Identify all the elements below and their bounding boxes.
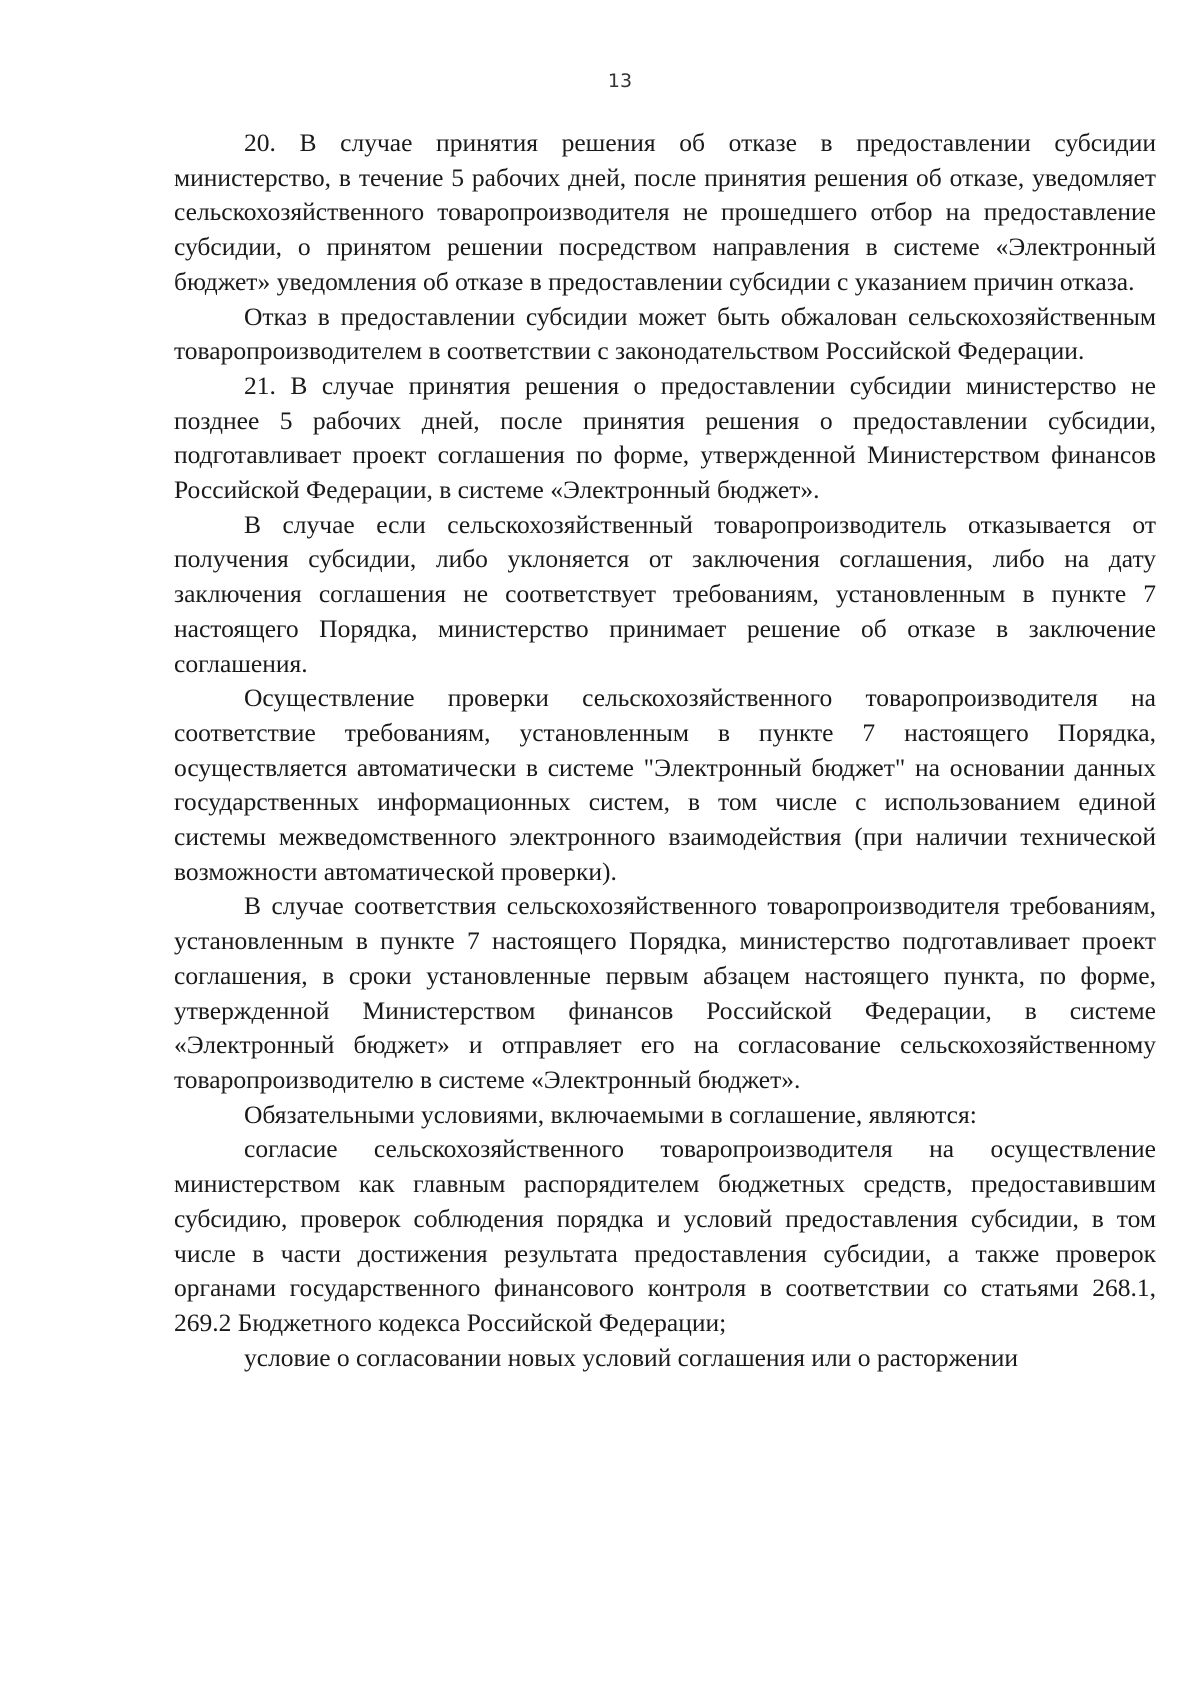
paragraph-20-refusal-notice: 20. В случае принятия решения об отказе в предоставлении субсидии министерство, в течение 5 рабочих дней, после принятия решения об отказе, уведомляет сельскохозяйственного товаропроизводителя не прошедшего отбор на предоставление субсидии, о принятом решении посредством направления в системе «Электронный бюджет» уведомления об отказе в предоставлении субсидии с указанием причин отказа. xyxy=(174,128,1156,296)
paragraph-mandatory-conditions: Обязательными условиями, включаемыми в соглашение, являются: xyxy=(244,1099,977,1129)
paragraph-automatic-check: Осуществление проверки сельскохозяйственного товаропроизводителя на соответствие требованиям, установленным в пункте 7 настоящего Порядка, осуществляется автоматически в системе "Электронный бюджет" на основании данных государственных информационных систем, в том числе с использованием единой системы межведомственного электронного взаимодействия (при наличии технической возможности автоматической проверки). xyxy=(174,683,1156,886)
document-body xyxy=(174,126,1156,1375)
paragraph-refusal-appeal: Отказ в предоставлении субсидии может быть обжалован сельскохозяйственным товаропроизводителем в соответствии с законодательством Российской Федерации. xyxy=(174,301,1156,366)
page-number: 13 xyxy=(607,70,633,92)
paragraph-compliance-agreement: В случае соответствия сельскохозяйственного товаропроизводителя требованиям, установленным в пункте 7 настоящего Порядка, министерство подготавливает проект соглашения, в сроки установленные первым абзацем настоящего пункта, по форме, утвержденной Министерством финансов Российской Федерации, в системе «Электронный бюджет» и отправляет его на согласование сельскохозяйственному товаропроизводителю в системе «Электронный бюджет». xyxy=(174,891,1156,1094)
paragraph-agreement-refusal: В случае если сельскохозяйственный товаропроизводитель отказывается от получения субсидии, либо уклоняется от заключения соглашения, либо на дату заключения соглашения не соответствует требованиям, установленным в пункте 7 настоящего Порядка, министерство принимает решение об отказе в заключение соглашения. xyxy=(174,509,1156,678)
paragraph-21-agreement-draft: 21. В случае принятия решения о предоставлении субсидии министерство не позднее 5 рабочих дней, после принятия решения о предоставлении субсидии, подготавливает проект соглашения по форме, утвержденной Министерством финансов Российской Федерации, в системе «Электронный бюджет». xyxy=(174,370,1156,505)
paragraph-new-conditions: условие о согласовании новых условий соглашения или о расторжении xyxy=(244,1342,1019,1372)
paragraph-consent-inspections: согласие сельскохозяйственного товаропроизводителя на осуществление министерством как главным распорядителем бюджетных средств, предоставившим субсидию, проверок соблюдения порядка и условий предоставления субсидии, в том числе в части достижения результата предоставления субсидии, а также проверок органами государственного финансового контроля в соответствии со статьями 268.1, 269.2 Бюджетного кодекса Российской Федерации; xyxy=(174,1134,1156,1337)
